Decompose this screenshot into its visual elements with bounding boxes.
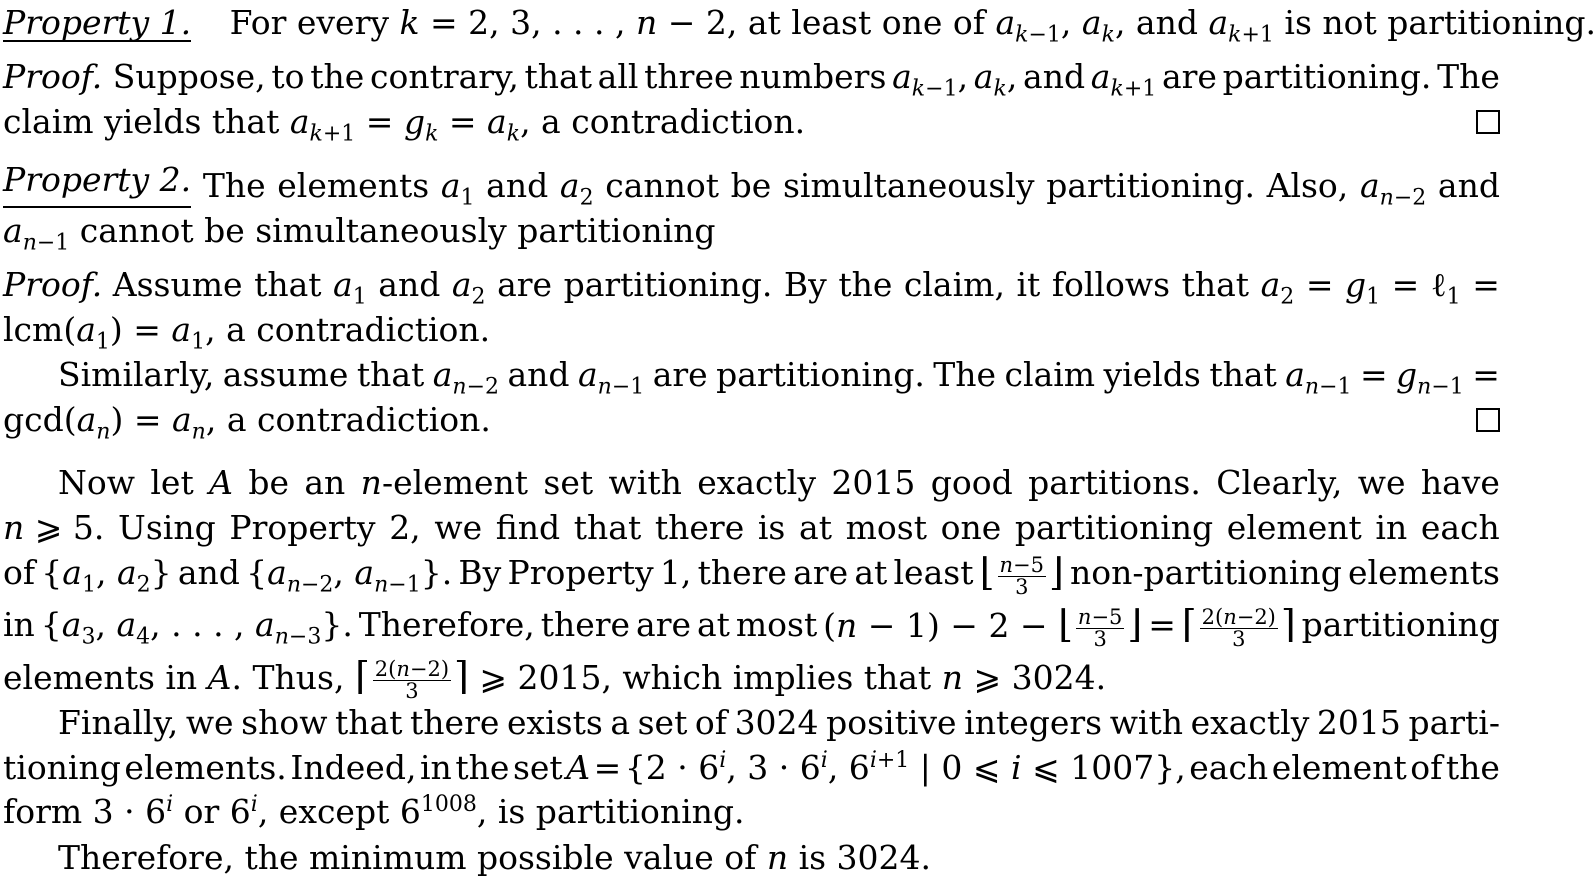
proof-2-line-3: Similarly, assume that $a_{n-2}$ and $a_{n-1}$ are partitioning. The claim yields that $a_{n-1}$ = $g_{n-1}$ = xyxy=(58,355,1500,400)
para-now-line-1: Now let A be an n-element set with exactly 2015 good partitions. Clearly, we have xyxy=(58,463,1500,502)
proof-2-line-4: $\gcd(a_n) = a_n$, a contradiction. xyxy=(3,397,1500,442)
proof-1-label: Proof. xyxy=(3,57,103,96)
property-2-label: Property 2. xyxy=(3,163,191,208)
proof-2-label: Proof. xyxy=(3,265,103,304)
para-now-line-5: elements in A. Thus, ⌈ $\frac{2(n-2)}{3}$ ⌉ ⩾ 2015, which implies that n ⩾ 3024. xyxy=(3,654,1107,703)
para-finally-line-2: tioning elements. Indeed, in the set A = {$2 \cdot 6^i$, $3 \cdot 6^i$, $6^{i+1}$ | 0 ⩽ i ⩽ 1007}, each element of the xyxy=(3,748,1500,787)
property-1-label: Property 1. xyxy=(3,3,192,42)
property-1-statement: For every k = 2, 3, . . . , n − 2, at least one of $a_{k-1}$, $a_k$, and $a_{k+1}$ is not partitioning. xyxy=(229,3,1596,48)
property-2-line-1: Property 2. The elements $a_1$ and $a_2$ cannot be simultaneously partitioning. Also, $a_{n-2}$ and xyxy=(3,160,1500,211)
property-1 xyxy=(3,0,1596,48)
proof-1-line-2: claim yields that $a_{k+1} = g_k = a_k$, a contradiction. xyxy=(3,99,1500,144)
proof-2-line-1: Proof. Assume that $a_1$ and $a_2$ are partitioning. By the claim, it follows that $a_2$ = $g_1$ = ℓ$_1$ = xyxy=(3,265,1500,310)
qed-box xyxy=(1476,110,1500,134)
property-2-line-2: $a_{n-1}$ cannot be simultaneously partitioning xyxy=(3,211,716,256)
para-now-line-2: n ⩾ 5. Using Property 2, we find that there is at most one partitioning element in each xyxy=(3,508,1500,547)
para-finally-line-3: form $3 \cdot 6^i$ or 6$^i$, except $6^{1008}$, is partitioning. xyxy=(3,792,745,831)
proof-1-line-1: Proof. Suppose, to the contrary, that all three numbers $a_{k-1}$, $a_k$, and $a_{k+1}$ are partitioning. The xyxy=(3,57,1500,102)
para-now-line-3: of {$a_1$, $a_2$} and {$a_{n-2}$, $a_{n-1}$}. By Property 1, there are at least ⌊ $\frac{n-5}{3}$ ⌋ non-partitioning elements xyxy=(3,550,1500,599)
para-now-line-4: in {$a_3$, $a_4$, . . . , $a_{n-3}$}. Therefore, there are at most (n − 1) − 2 − ⌊ $\frac{n-5}{3}$ ⌋ = ⌈ $\frac{2(n-2)}{3}$ ⌉ partitioning xyxy=(3,602,1500,651)
proof-2-line-2: $lcm(a_1) = a_1$, a contradiction. xyxy=(3,310,491,355)
qed-box xyxy=(1476,408,1500,432)
para-finally-line-1: Finally, we show that there exists a set of 3024 positive integers with exactly 2015 parti- xyxy=(58,703,1500,742)
conclusion: Therefore, the minimum possible value of n is 3024. xyxy=(58,838,932,877)
